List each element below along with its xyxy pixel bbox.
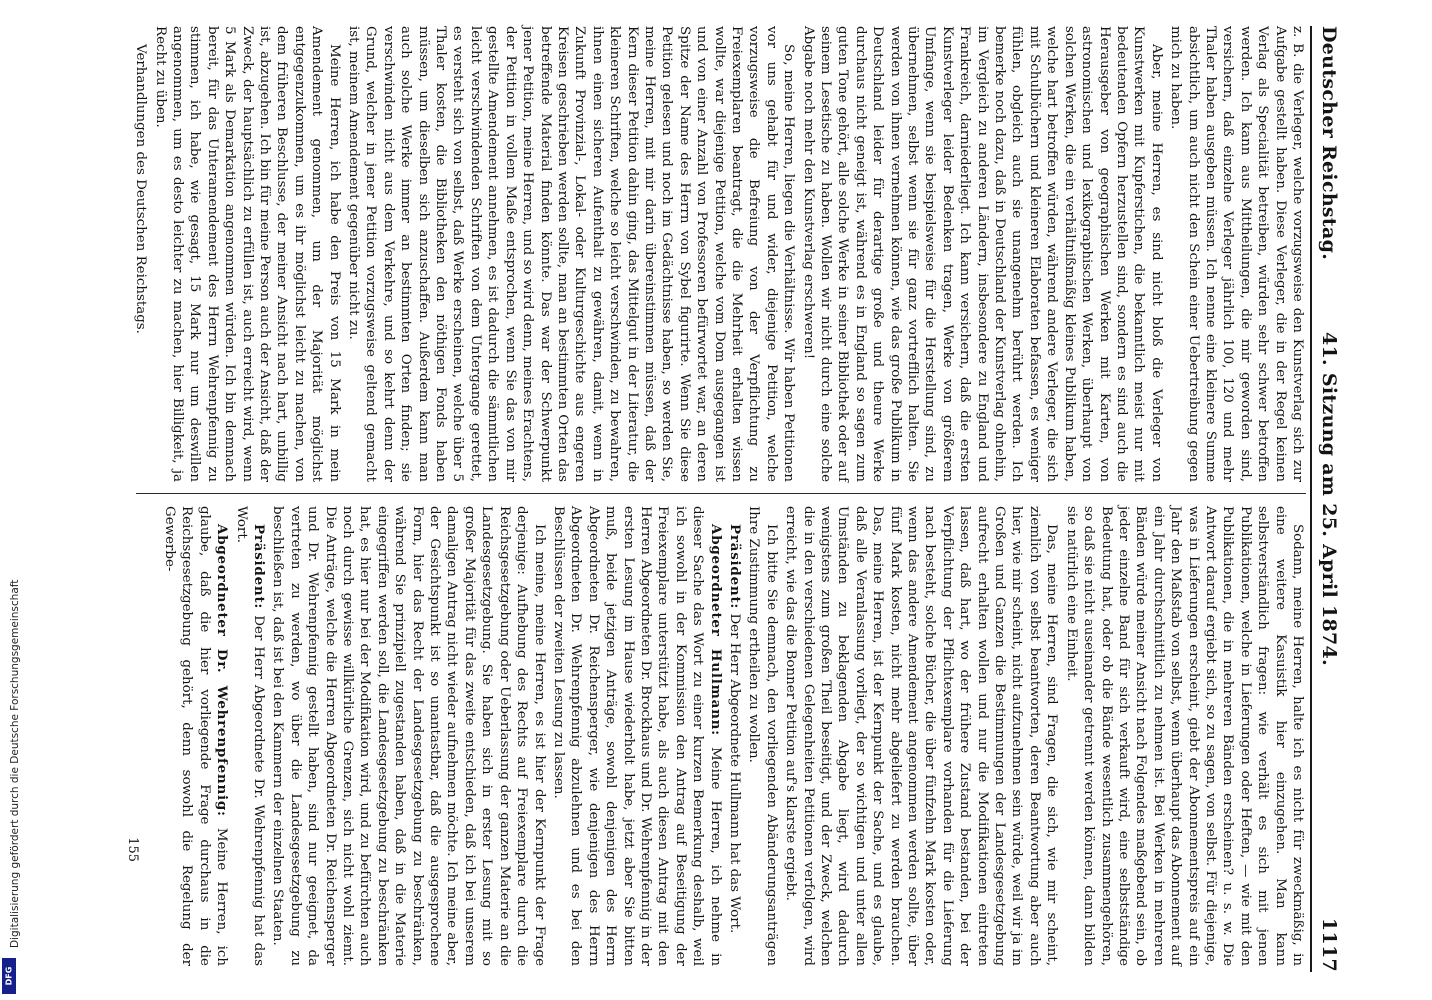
signature-mark: 155 (125, 837, 140, 862)
running-head (1310, 26, 1346, 972)
paragraph-text: Ich meine, meine Herren, es ist hier der Kernpunkt der Frage derjenige: Aufhebung des Rechts auf Freiexemplare durch die Reichsgesetzgebung oder Ueberlassung der ganzen Materie an die Landesgesetzgebung. Sie haben sich in erster Lesung mit so großer Majorität für das zweite entschieden, daß ich bei unserem damaligen Antrag nicht wieder aufnehmen möchte. Ich meine aber, der Gesichtspunkt ist so unantastbar, daß die ausgesprochene Form, hier das Recht der Landesgesetzgebung zu beschränken, während Sie prinzipiell zugestanden haben, daß in die Materie eingegriffen werden soll, die Landesgesetzgebung zu beschränken hat, es hier nur bei der Modifikation wird, und zu befürchten auch noch durch gewisse willkürliche Grenzen, sich nicht wohl ziemt. Die Anträge, welche die Herren Abgeordneten Dr. Reichensperger und Dr. Wehrenpfennig gestellt haben, sind nur geeignet, da vertreten zu werden, wo über die Landesgesetzgebung zu beschließen ist, daß ist bei den Kammern der einzelnen Staaten. (270, 506, 547, 966)
paragraph-text: Meine Herren, ich habe den Preis von 15 Mark in mein Amendement genommen, um der Majorität möglichst entgegenzukommen, um es ihr möglichst leicht zu machen, von dem früheren Beschlusse, der meiner Ansicht nach hart, unbillig ist, abzugehen. Ich bin für meine Person auch der Ansicht, daß der Zweck, der hauptsächlich zu erfüllen ist, auch erreicht wird, wenn 5 Mark als Demarkation angenommen würden. Ich bin demnach bereit, für das Unteramendement des Herrn Wehrenpfennig zu stimmen, ich habe, wie gesagt, 15 Mark nur um deswillen angenommen, um es desto leichter zu machen, hier Billigkeit, ja Recht zu üben. (152, 26, 342, 482)
paragraph (782, 506, 1061, 966)
paragraph-text: Meine Herren, ich glaube, daß die hier vorliegende Frage durchaus in die Reichsgesetzgebung gehört, denn sowohl die Regelung der Gewerbe- (162, 506, 230, 966)
paragraph (161, 506, 231, 966)
header-page-number: 1117 (1318, 917, 1340, 972)
paragraph (726, 506, 743, 966)
paragraph-text: Meine Herren, ich nehme in dieser Sache das Wort zu einer kurzen Bemerkung deshalb, weil ich sowohl in der Kommission den Antrag auf Beseitigung der Freiexemplare unterstützt habe, als auch diesen Antrag mit den Herren Abgeordneten Dr. Brockhaus und Dr. Wehrenpfennig in der ersten Lesung im Hause wiederholt habe, jetzt aber Sie bitten muß, beide jetzigen Anträge, sowohl denjenigen des Herrn Abgeordneten Dr. Reichensperger, wie denjenigen des Herrn Abgeordneten Dr. Wehrenpfennig abzulehnen und es bei den Beschlüssen der zweiten Lesung zu lassen. (550, 506, 723, 966)
text-column-left (130, 26, 1306, 482)
paragraph-text: Verhandlungen des Deutschen Reichstags. (133, 44, 149, 334)
paragraph-text: Das, meine Herren, sind Fragen, die sich, wie mir scheint, ziemlich von selbst beantworten, deren Beantwortung aber auch hier, wie mir scheint, nicht aufzunehmen sein würde, weil wir ja im Großen und Ganzen die Bestimmungen der Landesgesetzgebung aufrecht erhalten wollen und nur die Modifikationen eintreten lassen, daß hart, wo der frühere Zustand bestanden, bei der Verpflichtung der Pflichtexemplare vorhanden für die Lieferung nach besteht, solche Bücher, die über fünfzehn Mark kosten oder, wenn das andere Amendement angenommen werden sollte, über fünf Mark kosten, nicht mehr abgeliefert zu werden brauchen. Das, meine Herren, ist der Kernpunkt der Sache, und es glaube, daß alle Veranlassung vorliegt, der so wichtigen und unter allen Umständen zu beklagenden Abgabe liegt, wird dadurch wenigstens zum großen Theil beseitigt, und der Zweck, welchen die in den verschiedenen Gelegenheiten Petitionen verfolgen, wird erreicht, wie das die Bonner Petition auf's klarste ergiebt. (783, 506, 1060, 966)
header-session-date: 41. Sitzung am 25. April 1874. (1318, 332, 1340, 666)
paragraph (132, 26, 149, 482)
dfg-logo: DFG (2, 958, 16, 994)
paragraph-text: Aber, meine Herren, es sind nicht bloß die Verleger von Kunstwerken mit Kupferstichen, die bekanntlich meist nur mit bedeutenden Opfern herzustellen sind, sondern es sind auch die Herausgeber von geographischen Werken mit Karten, von astronomischen und lexikographischen Werken, überhaupt von solchen Werken, die ein verhältnißmäßig kleines Publikum haben, welche hart betroffen würden, während andere Verleger, die sich mit Schulbüchern und kleineren Elaboraten befassen, es weniger fühlen, obgleich auch sie unangenehm berührt werden. Ich bemerke noch dazu, daß in Deutschland der Kunstverlag ohnehin, im Vergleich zu anderen Ländern, insbesondere zu England und Frankreich, darniederliegt. Ich kann versichern, daß die ersten Kunstverleger leider Bedenken tragen, Werke von größerem Umfange, wenn sie beispielsweise für die Herstellung sind, zu übernehmen, selbst wenn sie für ganz vortrefflich halten. Sie werden von ihnen vernehmen können, wie das große Publikum in Deutschland leider für derartige große und theure Werke durchaus nicht geneigt ist, während es in England so sagen zum guten Tone gehört, alle solche Werke in seiner Bibliothek oder auf seinem Lesetische zu haben. Wollen wir nicht durch eine solche Abgabe noch mehr den Kunstverlag erschweren! (800, 26, 1164, 482)
speaker-name: Präsident: (727, 524, 743, 610)
speaker-name: Abgeordneter Hullmann: (707, 524, 724, 736)
paragraph-text: Der Herr Abgeordnete Hullmann hat das Wort. (727, 609, 742, 934)
header-journal-title: Deutscher Reichstag. (1318, 26, 1340, 261)
paragraph (269, 506, 548, 966)
speaker-name: Präsident: (251, 524, 268, 610)
paragraph-text: Der Herr Abgeordnete Dr. Wehrenpfennig hat das Wort. (233, 506, 267, 966)
paragraph (1167, 26, 1306, 482)
paragraph (799, 26, 1165, 482)
paragraph-text: So, meine Herren, liegen die Verhältnisse. Wir haben Petitionen vor uns gehabt für und wider, diejenige Petition, welche vorzugsweise die Befreiung von der Verpflichtung zu Freiexemplaren beantragt, die die Mehrheit erhalten wissen wollte, war diejenige Petition, welche vom Dom ausgegangen ist und von einer Anzahl von Professoren befürwortet war, an deren Spitze der Name des Herrn von Sybel figurirte. Wenn Sie diese Petition gelesen und noch im Gedächtnisse haben, so werden Sie, meine Herren, mit mir darin übereinstimmen müssen, daß der Kern dieser Petition dahin ging, das Mittelgut in der Literatur, die kleineren Schriften, welche so leicht verschwinden, zu bewahren, ihnen einen sicheren Aufenthalt zu gewähren, damit, wenn in Zukunft Provinzial-, Lokal- oder Kulturgeschichte aus engeren Kreisen geschrieben werden sollte, man an bestimmten Orten das betreffende Material finden könnte. Das war der Schwerpunkt jener Petition, meine Herren, und so wird denn, meines Erachtens, der Petition in vollem Maße entsprochen, wenn Sie das von mir gestellte Amendement annehmen, es ist dadurch die sämmtlichen leicht verschwindenden Schriften von dem Untergange gerettet, es versteht sich von selbst, daß Werke erscheinen, welche über 5 Thaler kosten, die Bibliotheken den nöthigen Fonds haben müssen, um dieselben sich anzuschaffen. Außerdem kann man auch solche Werke immer an bestimmten Orten finden; sie verschwinden nicht aus dem Verkehre, und so kehrt denn der Grund, welcher in jener Petition vorzugsweise geltend gemacht ist, meinem Amendement gegenüber nicht zu. (346, 26, 797, 482)
paragraph (151, 26, 342, 482)
paragraph (745, 506, 780, 966)
paragraph-text: z. B. die Verleger, welche vorzugsweise den Kunstverlag sich zur Aufgabe gestellt haben. Diese Verleger, die in der Regel keinen Verlag als Specialität betreiben, würden sehr schwer betroffen werden. Ich kann aus Mittheilungen, die mir geworden sind, versichern, daß einzelne Verleger jährlich 100, 120 und mehr Thaler haben ausgeben müssen. Ich nenne eine kleinere Summe absichtlich, um auch nicht den Schein einer Uebertreibung gegen mich zu haben. (1168, 26, 1305, 482)
digitization-note: Digitalisierung gefördert durch die Deutsche Forschungsgemeinschaft (9, 579, 21, 948)
paragraph (232, 506, 267, 966)
rotated-page (95, 12, 1350, 982)
paragraph (550, 506, 724, 966)
text-column-right (159, 506, 1306, 966)
digitization-footer (0, 0, 21, 1000)
paragraph-text: Ich bitte Sie demnach, den vorliegenden Abänderungsanträgen Ihre Zustimmung ertheilen zu wollen. (746, 506, 779, 966)
speaker-name: Abgeordneter Dr. Wehrenpfennig: (214, 524, 231, 817)
paragraph (345, 26, 798, 482)
paragraph-text: Sodann, meine Herren, halte ich es nicht für zweckmäßig, in eine weitere Kasuistik hier einzugehen. Man kann selbstverständlich fragen: wie verhält es sich mit jenen Publikationen, welche in Lieferungen oder Heften, — wie mit den Publikationen, die in mehreren Bänden erscheinen? u. s. w. Die Antwort darauf ergiebt sich, so zu sagen, von selbst. Für diejenige, was in Lieferungen erscheint, giebt der Abonnementspreis auf ein Jahr den Maßstab von selbst, wenn überhaupt das Abonnement auf ein Jahr durchschnittlich zu nehmen ist. Bei Werken in mehreren Bänden würde meiner Ansicht nach Folgendes maßgebend sein, ob jeder einzelne Band für sich verkauft wird, eine selbstständige Bedeutung hat, oder ob die Bände wesentlich zusammengehören, so daß sie nicht auseinander getrennt werden können, dann bilden sie natürlich eine Einheit. (1063, 506, 1305, 966)
column-divider (136, 493, 1306, 494)
paragraph (1062, 506, 1306, 966)
